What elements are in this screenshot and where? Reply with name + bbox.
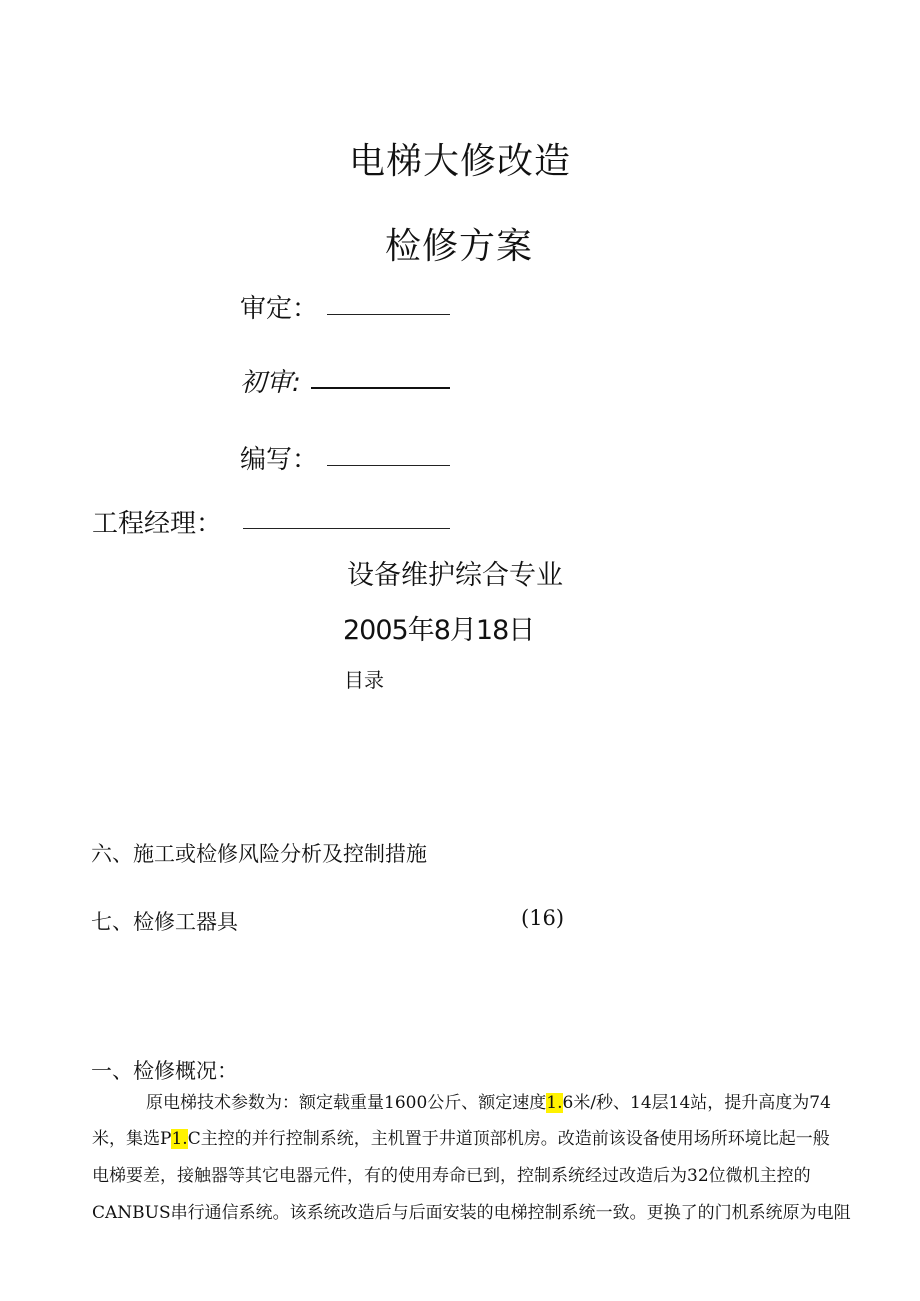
toc-heading: 目录 [344,668,384,692]
doc-title-line1: 电梯大修改造 [349,141,572,182]
signature-line-author [327,465,450,466]
signature-line-preliminary [311,387,450,389]
highlight-mark: 1. [546,1093,563,1113]
signature-label-approve: 审定： [240,294,319,324]
signature-label-preliminary: 初审: [240,368,301,398]
doc-title-line2: 检修方案 [385,226,534,267]
paragraph-line-2: 米，集选P1.C主控的并行控制系统，主机置于井道顶部机房。改造前该设备使用场所环境比起一般 [92,1129,830,1149]
toc-item: 七、检修工器具 [91,910,238,934]
paragraph-line-3: 电梯要差，接触器等其它电器元件，有的使用寿命已到，控制系统经过改造后为32位微机主控的 [92,1166,811,1186]
signature-label-manager: 工程经理： [92,509,223,539]
department-name: 设备维护综合专业 [347,560,563,591]
signature-label-author: 编写： [240,445,319,475]
paragraph-line-1: 原电梯技术参数为：额定载重量1600公斤、额定速度1.6米/秒、14层14站，提升高度为74 [146,1093,831,1113]
toc-item-page-number: (16) [521,906,565,930]
toc-item: 六、施工或检修风险分析及控制措施 [91,842,427,866]
highlight-mark: 1. [171,1129,188,1149]
paragraph-line-4: CANBUS串行通信系统。该系统改造后与后面安装的电梯控制系统一致。更换了的门机系统原为电阻 [92,1203,851,1223]
document-date: 2005年8月18日 [343,615,535,646]
section-heading: 一、检修概况： [91,1059,238,1083]
signature-line-approve [327,314,450,315]
signature-line-manager [243,528,450,529]
